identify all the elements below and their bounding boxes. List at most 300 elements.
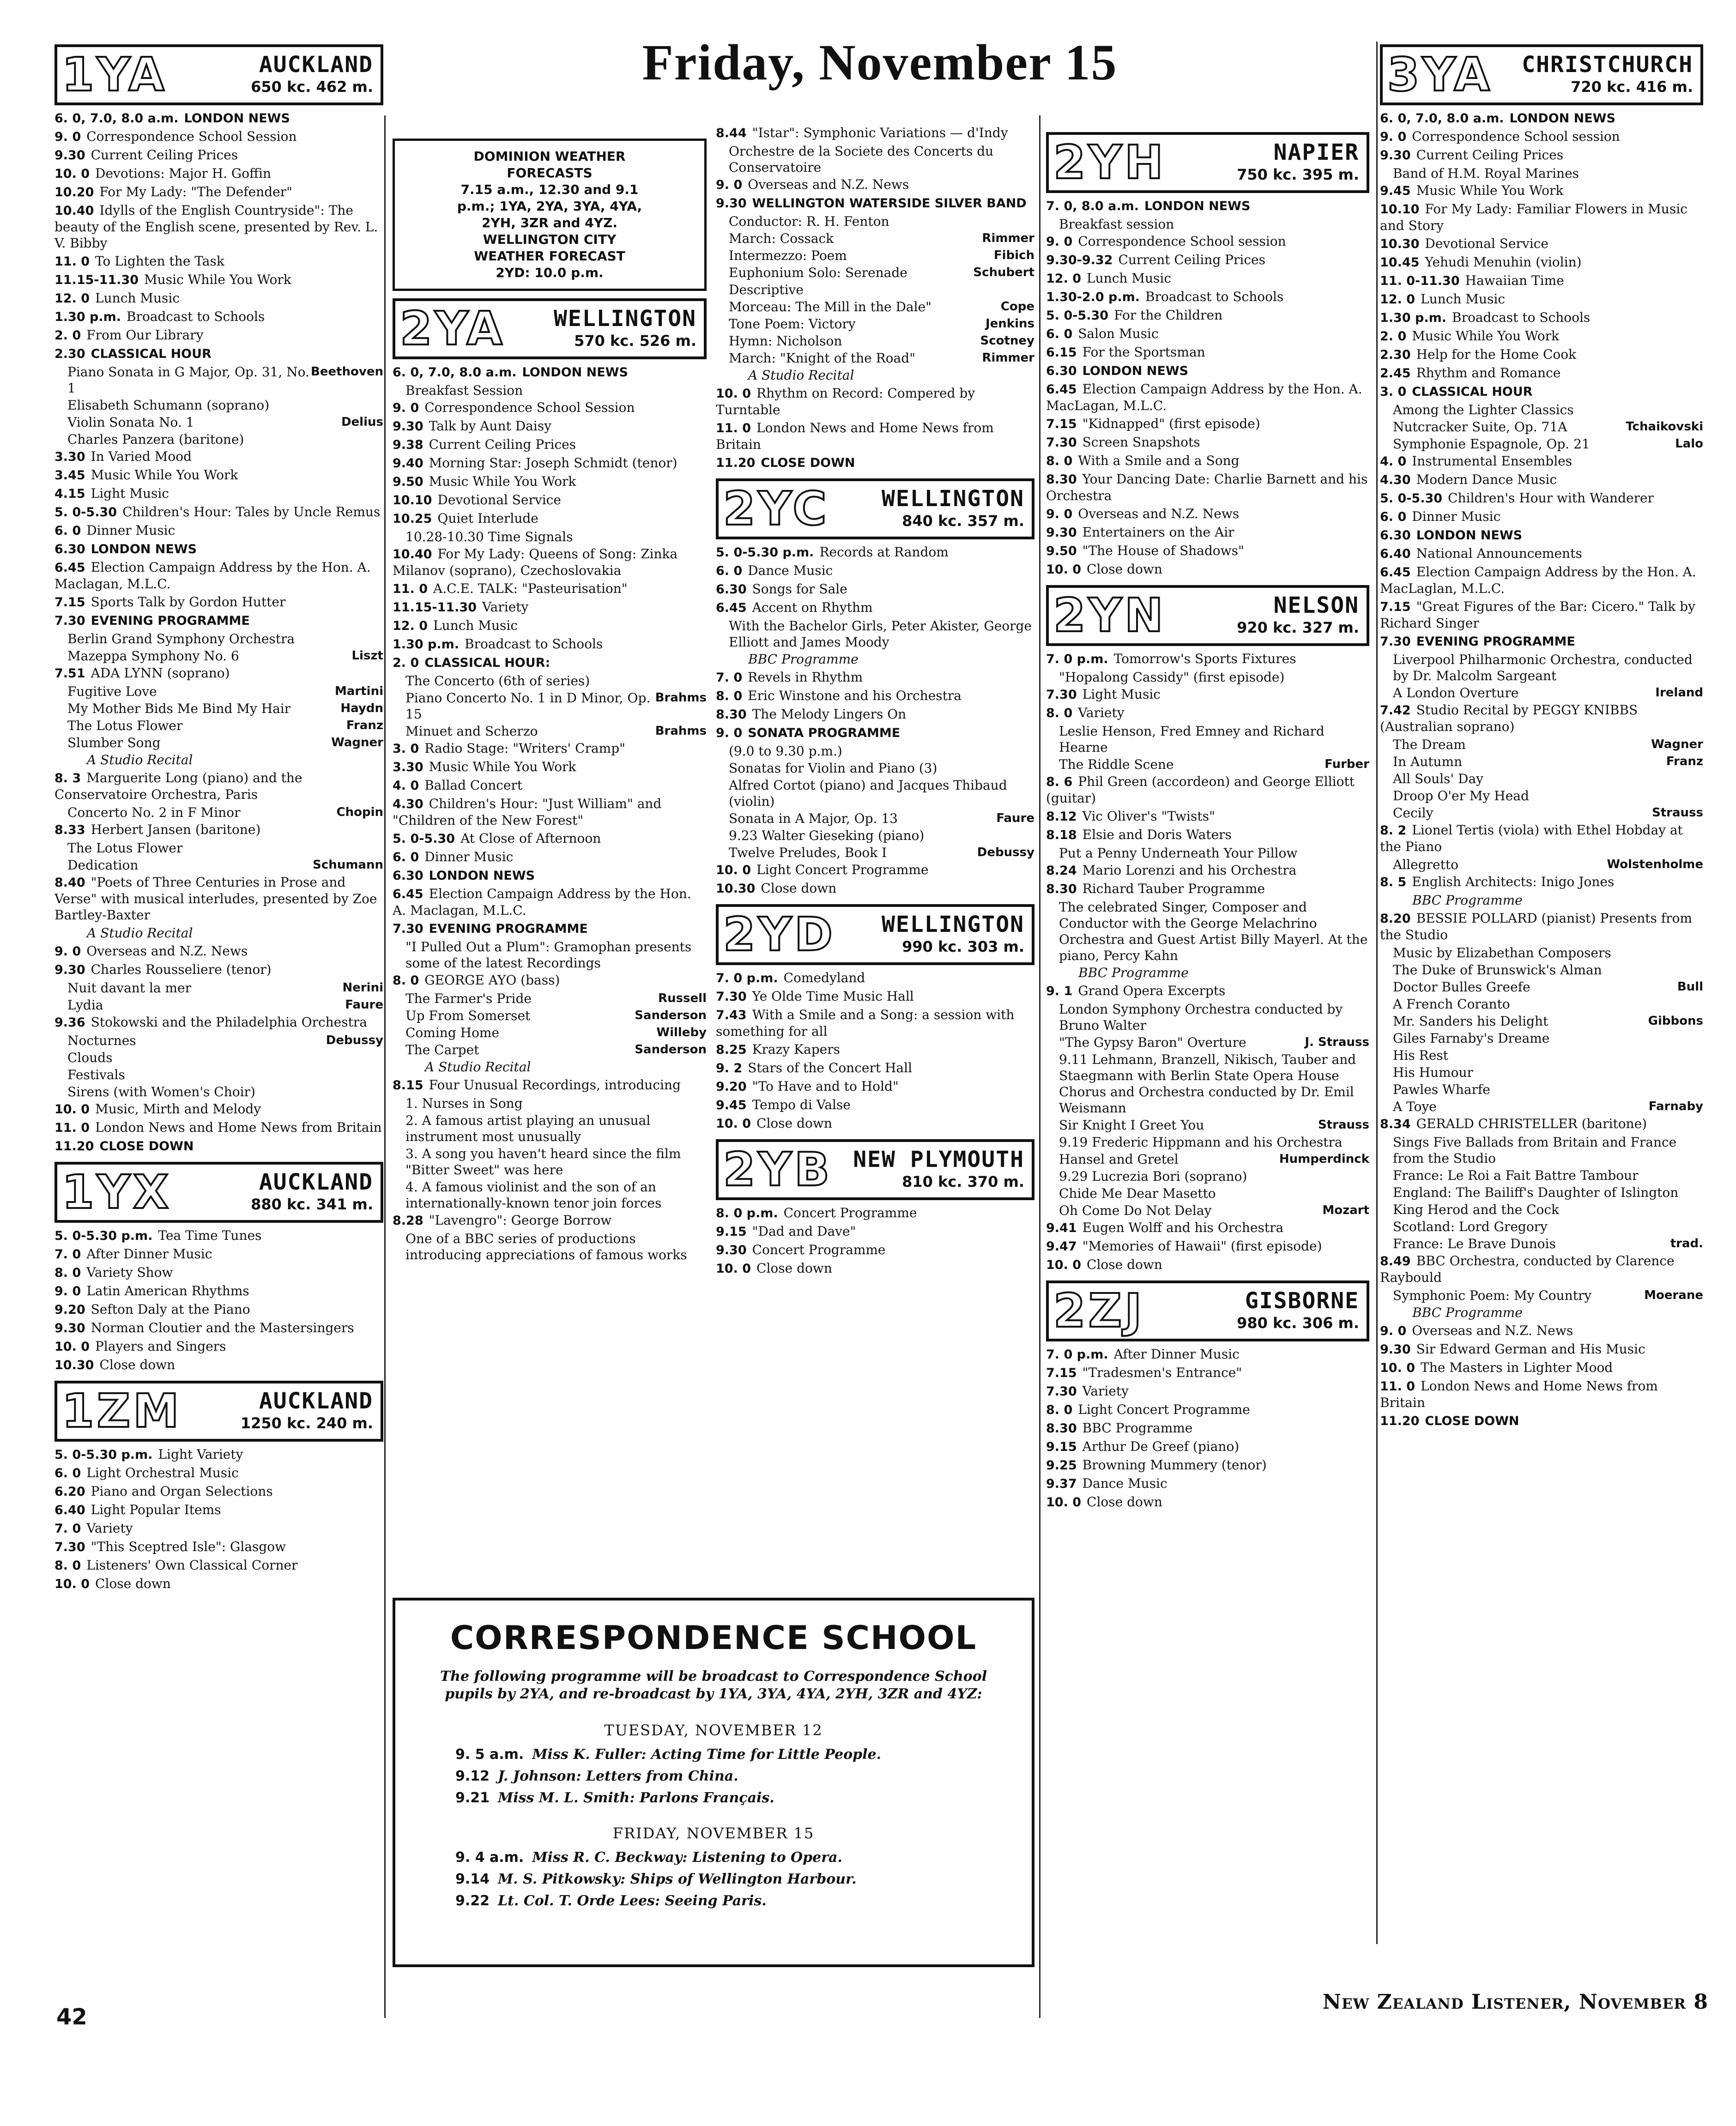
programme-note: BBC Programme — [1078, 965, 1189, 980]
composer-name: Wolstenholme — [1607, 858, 1703, 871]
page-number: 42 — [56, 2004, 87, 2030]
programme-time: 10. 0 — [1046, 1258, 1082, 1272]
programme-detail — [729, 248, 1034, 264]
programme-item — [1046, 1438, 1369, 1455]
column-3 — [716, 125, 1034, 1279]
programme-time: 6.45 — [1046, 382, 1077, 397]
programme-time: 9. 0 — [716, 726, 743, 740]
correspondence-lesson: M. S. Pitkowsky: Ships of Wellington Harbour. — [498, 1871, 857, 1887]
programme-title: "Memories of Hawaii" (first episode) — [1082, 1238, 1322, 1254]
programme-title: Correspondence School Session — [424, 400, 635, 415]
programme-time: 10. 0 — [1380, 1361, 1415, 1375]
correspondence-intro: The following programme will be broadcast to Correspondence School pupils by 2YA, and re-broadcast by 1YA, 3YA, 4YA, 2YH, 3ZR and 4YZ: — [440, 1668, 987, 1702]
programme-title: Krazy Kapers — [752, 1042, 840, 1057]
programme-time: 6. 0, 7.0, 8.0 a.m. — [54, 111, 179, 126]
programme-title: Music While You Work — [144, 272, 291, 287]
programme-title: Dinner Music — [424, 849, 514, 864]
programme-item — [1380, 254, 1703, 271]
composer-name: Debussy — [326, 1033, 383, 1047]
programme-item — [716, 880, 1034, 897]
composer-name: Strauss — [1318, 1118, 1369, 1132]
work-title: Morceau: The Mill in the Dale" — [729, 299, 932, 314]
programme-time: 9.30 — [393, 419, 423, 434]
programme-time: 2.30 — [1380, 348, 1411, 362]
programme-time: 7.51 — [54, 666, 85, 681]
weather-line: WEATHER FORECAST — [474, 248, 625, 264]
column-rule — [1039, 115, 1040, 2018]
programme-title: Children's Hour with Wanderer — [1448, 490, 1654, 506]
correspondence-lesson: Lt. Col. T. Orde Lees: Seeing Paris. — [498, 1893, 767, 1909]
composer-name: Ireland — [1655, 686, 1703, 700]
programme-item — [1380, 822, 1703, 855]
programme-item — [1046, 1220, 1369, 1236]
programme-time: 9.30 — [54, 148, 85, 163]
work-title: Lydia — [67, 997, 103, 1013]
programme-detail: 1. Nurses in Song — [405, 1096, 523, 1111]
programme-item — [54, 874, 383, 923]
programme-item — [1046, 686, 1369, 703]
programme-title: London News and Home News from Britain — [95, 1120, 382, 1135]
programme-time: 10. 0 — [54, 1577, 90, 1591]
programme-title: Music While You Work — [1416, 183, 1564, 198]
programme-time: 9.30 — [716, 1243, 747, 1257]
programme-item — [393, 796, 707, 828]
programme-item — [54, 522, 383, 539]
programme-time: 2. 0 — [393, 656, 419, 670]
programme-item — [54, 272, 383, 288]
programme-item — [1380, 874, 1703, 890]
work-title: Violin Sonata No. 1 — [67, 415, 194, 430]
programme-time: 11. 0 — [1380, 1379, 1415, 1394]
station-city: NAPIER — [1273, 139, 1359, 165]
programme-time: 6.45 — [716, 601, 747, 615]
programme-time: 7.30 — [54, 614, 85, 628]
composer-name: Nerini — [342, 981, 383, 995]
programme-time: 9.30 — [1046, 525, 1077, 540]
programme-item — [54, 1338, 383, 1355]
correspondence-day: FRIDAY, NOVEMBER 15 — [612, 1824, 815, 1842]
programme-title: Tempo di Valse — [752, 1097, 851, 1112]
work-title: The Farmer's Pride — [405, 991, 532, 1006]
programme-title: Elsie and Doris Waters — [1082, 827, 1232, 842]
programme-time: 9.30 — [1380, 1342, 1411, 1357]
column-rule — [384, 115, 386, 2018]
work-title: France: Le Brave Dunois — [1393, 1236, 1556, 1251]
programme-detail — [67, 997, 383, 1013]
composer-name: Lalo — [1675, 437, 1703, 451]
work-title: Symphonie Espagnole, Op. 21 — [1393, 436, 1590, 452]
programme-item — [716, 599, 1034, 616]
programme-item — [1046, 416, 1369, 432]
programme-title: Current Ceiling Prices — [91, 147, 238, 163]
programme-detail: France: Le Roi a Fait Battre Tambour — [1393, 1168, 1639, 1183]
programme-time: 11.15-11.30 — [393, 600, 477, 615]
programme-time: 6.30 — [54, 542, 85, 556]
correspondence-time: 9.12 — [455, 1768, 490, 1784]
programme-time: 8.33 — [54, 823, 85, 837]
programme-time: 6. 0 — [716, 564, 743, 578]
programme-time: 11.15-11.30 — [54, 273, 139, 287]
programme-detail: (9.0 to 9.30 p.m.) — [729, 743, 842, 759]
programme-item — [716, 1242, 1034, 1258]
station-frequency: 840 kc. 357 m. — [902, 512, 1024, 530]
programme-time: 7.30 — [54, 1540, 85, 1554]
programme-time: 7.30 — [1046, 435, 1077, 450]
weather-line: 7.15 a.m., 12.30 and 9.1 — [460, 182, 639, 197]
programme-item — [716, 1260, 1034, 1277]
programme-item — [54, 1014, 383, 1031]
programme-title: Devotional Service — [1425, 236, 1548, 251]
programme-time: 9.40 — [393, 456, 423, 471]
programme-time: 10.10 — [393, 493, 432, 507]
programme-detail — [729, 316, 1034, 332]
programme-time: 9.47 — [1046, 1239, 1077, 1254]
programme-title: Close down — [99, 1357, 175, 1372]
programme-title: BBC Orchestra, conducted by Clarence Raybould — [1380, 1253, 1675, 1285]
programme-detail — [405, 1008, 707, 1024]
programme-title: EVENING PROGRAMME — [91, 614, 250, 628]
work-title: Hansel and Gretel — [1059, 1152, 1179, 1167]
programme-time: 9. 0 — [1380, 1324, 1407, 1338]
programme-title: Lunch Music — [1421, 291, 1506, 307]
programme-item — [54, 612, 383, 629]
station-call-sign: 2YD — [723, 907, 835, 961]
programme-title: Variety — [86, 1521, 133, 1536]
programme-detail: Orchestre de la Societe des Concerts du Conservatoire — [729, 144, 994, 175]
composer-name: Brahms — [655, 691, 707, 705]
programme-time: 8. 0 — [54, 1558, 81, 1573]
station-frequency: 1250 kc. 240 m. — [240, 1414, 373, 1432]
programme-title: Election Campaign Address by the Hon. A. Maclagan, M.L.C. — [54, 560, 371, 592]
station-3ya — [1380, 44, 1703, 1429]
programme-item — [716, 669, 1034, 686]
programme-item — [1380, 272, 1703, 289]
programme-time: 10. 0 — [54, 1102, 90, 1117]
work-title: "The Gypsy Baron" Overture — [1059, 1035, 1246, 1050]
programme-detail: Breakfast Session — [405, 383, 523, 398]
work-title: March: "Knight of the Road" — [729, 350, 916, 366]
programme-title: Listeners' Own Classical Corner — [86, 1558, 298, 1573]
composer-name: Strauss — [1652, 806, 1703, 820]
programme-detail — [67, 718, 383, 734]
programme-time: 2.30 — [54, 347, 85, 361]
programme-title: Grand Opera Excerpts — [1078, 983, 1226, 998]
programme-title: LONDON NEWS — [91, 542, 197, 556]
programme-time: 6. 0 — [54, 1466, 81, 1480]
programme-item — [1046, 233, 1369, 250]
programme-item — [1380, 383, 1703, 400]
composer-name: Faure — [345, 998, 383, 1012]
programme-time: 6. 0 — [1380, 510, 1407, 524]
programme-note: A Studio Recital — [87, 752, 193, 767]
programme-detail — [67, 980, 383, 996]
programme-time: 1.30 p.m. — [54, 310, 121, 324]
composer-name: Bull — [1677, 980, 1703, 994]
programme-title: "Kidnapped" (first episode) — [1082, 416, 1260, 431]
programme-item — [1380, 147, 1703, 163]
programme-item — [393, 473, 707, 490]
programme-detail — [67, 648, 383, 664]
station-frequency: 880 kc. 341 m. — [251, 1196, 373, 1213]
programme-time: 7.30 — [393, 922, 423, 936]
programme-detail: Droop O'er My Head — [1393, 788, 1529, 803]
programme-title: "Istar": Symphonic Variations — d'Indy — [752, 125, 1008, 140]
programme-detail — [67, 701, 383, 717]
programme-item — [1046, 434, 1369, 451]
station-2yb — [716, 1139, 1034, 1277]
programme-item — [716, 1097, 1034, 1113]
programme-detail — [405, 1042, 707, 1058]
programme-detail: "Hopalong Cassidy" (first episode) — [1059, 670, 1285, 685]
weather-line: p.m.; 1YA, 2YA, 3YA, 4YA, — [457, 199, 642, 214]
programme-time: 12. 0 — [54, 291, 90, 306]
programme-title: In Varied Mood — [91, 449, 192, 464]
programme-title: "To Have and to Hold" — [752, 1079, 899, 1094]
programme-item — [1380, 110, 1703, 127]
programme-detail — [1393, 436, 1703, 452]
programme-time: 8. 0 — [1046, 706, 1073, 720]
programme-time: 7. 0 — [716, 670, 743, 685]
programme-title: Stars of the Concert Hall — [748, 1060, 913, 1075]
programme-time: 11. 0 — [716, 421, 751, 435]
programme-time: 7.15 — [54, 595, 85, 610]
programme-item — [716, 688, 1034, 704]
programme-time: 8. 0 p.m. — [716, 1206, 778, 1220]
composer-name: Franz — [346, 719, 383, 732]
programme-item — [393, 972, 707, 989]
programme-detail: 3. A song you haven't heard since the film "Bitter Sweet" was here — [405, 1146, 681, 1178]
programme-detail — [729, 810, 1034, 827]
programme-title: Concert Programme — [783, 1205, 917, 1220]
programme-title: Light Popular Items — [91, 1502, 221, 1517]
work-title: In Autumn — [1393, 754, 1463, 769]
programme-time: 7. 0 — [54, 1247, 81, 1262]
programme-detail: Descriptive — [729, 282, 804, 297]
programme-time: 11.20 — [54, 1139, 94, 1154]
programme-title: Sefton Daly at the Piano — [91, 1302, 250, 1317]
work-title: Nuit davant la mer — [67, 980, 192, 996]
programme-detail — [1393, 1287, 1703, 1304]
programme-title: GERALD CHRISTELLER (baritone) — [1416, 1116, 1647, 1131]
programme-detail — [67, 683, 383, 700]
correspondence-lesson: Miss M. L. Smith: Parlons Français. — [498, 1790, 774, 1806]
work-title: Piano Sonata in G Major, Op. 31, No. 1 — [67, 364, 309, 396]
composer-name: Fibich — [993, 248, 1034, 262]
programme-time: 8. 0 — [716, 689, 743, 703]
programme-title: Variety Show — [86, 1265, 173, 1280]
programme-time: 7. 0 — [54, 1522, 81, 1536]
composer-name: Furber — [1325, 757, 1369, 771]
programme-item — [1380, 328, 1703, 344]
programme-time: 10. 0 — [54, 1340, 90, 1354]
programme-title: Revels in Rhythm — [748, 670, 863, 685]
programme-time: 5. 0-5.30 — [1380, 491, 1443, 506]
programme-item — [1380, 545, 1703, 562]
programme-title: CLASSICAL HOUR — [91, 347, 212, 361]
station-call-sign: 3YA — [1387, 48, 1493, 102]
programme-item — [54, 943, 383, 960]
programme-title: CLOSE DOWN — [99, 1139, 194, 1154]
programme-title: After Dinner Music — [86, 1246, 212, 1262]
programme-title: Marguerite Long (piano) and the Conservatoire Orchestra, Paris — [54, 770, 302, 802]
programme-time: 8.30 — [1046, 882, 1077, 896]
programme-detail — [405, 690, 707, 722]
programme-item — [393, 580, 707, 597]
programme-detail — [729, 265, 1034, 281]
programme-title: With a Smile and a Song: a session with something for all — [716, 1007, 1015, 1039]
programme-item — [393, 920, 707, 937]
programme-time: 4. 0 — [393, 779, 419, 793]
programme-time: 9.45 — [1380, 184, 1411, 198]
programme-item — [393, 849, 707, 865]
programme-title: Overseas and N.Z. News — [86, 943, 248, 959]
programme-title: Radio Stage: "Writers' Cramp" — [424, 741, 626, 756]
work-title: Nutcracker Suite, Op. 71A — [1393, 419, 1567, 435]
programme-time: 10. 0 — [716, 863, 751, 877]
programme-item — [716, 862, 1034, 878]
programme-title: EVENING PROGRAMME — [429, 922, 588, 936]
column-1 — [54, 37, 383, 1594]
station-city: NEW PLYMOUTH — [853, 1147, 1024, 1172]
programme-title: English Architects: Inigo Jones — [1412, 874, 1615, 889]
programme-item — [393, 777, 707, 794]
programme-time: 11. 0-11.30 — [1380, 274, 1460, 288]
programme-time: 10. 0 — [54, 167, 90, 181]
work-title: Tone Poem: Victory — [729, 316, 856, 332]
work-title: Up From Somerset — [405, 1008, 531, 1023]
programme-item — [54, 165, 383, 182]
programme-item — [1046, 1383, 1369, 1400]
programme-title: Music, Mirth and Melody — [95, 1101, 261, 1117]
programme-time: 10. 0 — [716, 387, 751, 401]
programme-item — [1046, 471, 1369, 504]
composer-name: Jenkins — [985, 317, 1034, 331]
programme-item — [54, 128, 383, 145]
composer-name: Beethoven — [311, 365, 383, 379]
programme-time: 10.40 — [393, 547, 432, 562]
correspondence-row — [455, 1849, 1032, 1866]
programme-detail: London Symphony Orchestra conducted by Bruno Walter — [1059, 1002, 1343, 1033]
composer-name: Wagner — [1651, 737, 1703, 751]
station-1ya — [54, 44, 383, 1154]
composer-name: Wagner — [331, 736, 383, 749]
composer-name: Rimmer — [982, 351, 1034, 365]
work-title: Minuet and Scherzo — [405, 724, 538, 739]
programme-time: 3. 0 — [393, 742, 419, 756]
column-2 — [393, 139, 707, 1264]
programme-item — [1046, 453, 1369, 469]
programme-detail: Scotland: Lord Gregory — [1393, 1219, 1548, 1234]
programme-time: 6.20 — [54, 1485, 85, 1499]
programme-time: 9. 0 — [1380, 130, 1407, 144]
composer-name: Mozart — [1322, 1203, 1369, 1217]
station-frequency: 750 kc. 395 m. — [1237, 166, 1359, 183]
programme-title: Lunch Music — [433, 618, 518, 633]
work-title: Piano Concerto No. 1 in D Minor, Op. 15 — [405, 690, 651, 722]
composer-name: Sanderson — [635, 1043, 707, 1057]
programme-detail: Giles Farnaby's Dreame — [1393, 1031, 1550, 1046]
programme-title: Modern Dance Music — [1416, 472, 1557, 487]
programme-title: Close down — [1087, 1257, 1162, 1272]
programme-time: 1.30 p.m. — [1380, 311, 1446, 325]
programme-detail: Sonatas for Violin and Piano (3) — [729, 761, 938, 776]
programme-item — [1046, 1256, 1369, 1273]
programme-title: Correspondence School session — [1412, 129, 1620, 144]
work-title: Sonata in A Major, Op. 13 — [729, 811, 898, 826]
station-call-sign: 2ZJ — [1053, 1284, 1145, 1338]
programme-item — [54, 1283, 383, 1299]
station-city: AUCKLAND — [259, 1388, 373, 1414]
work-title: Allegretto — [1393, 857, 1458, 872]
composer-name: Delius — [341, 415, 383, 429]
programme-note: BBC Programme — [748, 652, 859, 667]
programme-time: 11. 0 — [54, 254, 90, 269]
programme-title: Talk by Aunt Daisy — [429, 418, 552, 434]
programme-detail: King Herod and the Cock — [1393, 1202, 1560, 1217]
station-2yd — [716, 904, 1034, 1132]
station-2yn — [1046, 585, 1369, 1273]
station-city: NELSON — [1273, 592, 1359, 618]
programme-time: 9. 1 — [1046, 984, 1073, 998]
programme-title: LONDON NEWS — [1416, 528, 1523, 543]
programme-item — [1046, 808, 1369, 825]
programme-item — [54, 253, 383, 270]
programme-detail — [1059, 1151, 1369, 1167]
programme-time: 11. 0 — [393, 582, 428, 596]
programme-title: Latin American Rhythms — [86, 1283, 249, 1299]
programme-time: 8.15 — [393, 1078, 423, 1093]
programme-title: CLASSICAL HOUR — [1412, 385, 1533, 399]
programme-detail — [67, 735, 383, 751]
correspondence-lesson: Miss K. Fuller: Acting Time for Little People. — [532, 1746, 881, 1763]
programme-item — [54, 1539, 383, 1555]
programme-title: Close down — [1087, 562, 1162, 577]
station-header — [54, 1162, 383, 1223]
programme-title: Dinner Music — [86, 523, 175, 538]
programme-detail: 9.23 Walter Gieseking (piano) — [729, 828, 925, 843]
programme-title: CLASSICAL HOUR: — [424, 656, 550, 670]
work-title: Doctor Bulles Greefe — [1393, 979, 1530, 995]
programme-detail — [1393, 857, 1703, 873]
programme-item — [393, 399, 707, 416]
programme-time: 7. 0 p.m. — [1046, 652, 1108, 666]
station-header — [1046, 585, 1369, 646]
programme-time: 7.30 — [1380, 634, 1411, 649]
programme-title: Arthur De Greef (piano) — [1082, 1439, 1240, 1454]
programme-item — [1380, 201, 1703, 234]
programme-item — [54, 821, 383, 838]
programme-title: London News and Home News from Britain — [1380, 1378, 1658, 1410]
composer-name: Schubert — [973, 266, 1034, 279]
work-title: Oh Come Do Not Delay — [1059, 1203, 1212, 1218]
programme-item — [393, 759, 707, 775]
programme-time: 6. 0 — [54, 524, 81, 538]
programme-detail: Breakfast session — [1059, 217, 1174, 232]
programme-title: Close down — [761, 881, 837, 896]
programme-item — [1046, 561, 1369, 578]
programme-detail: Chide Me Dear Masetto — [1059, 1186, 1216, 1201]
programme-item — [54, 559, 383, 592]
programme-time: 8.40 — [54, 876, 85, 890]
station-call-sign: 1ZM — [62, 1384, 182, 1438]
programme-item — [1380, 1116, 1703, 1132]
programme-time: 8.25 — [716, 1043, 747, 1057]
programme-title: Concert Programme — [752, 1242, 886, 1257]
programme-title: Norman Cloutier and the Mastersingers — [91, 1320, 354, 1335]
station-header — [54, 44, 383, 105]
programme-title: Vic Oliver's "Twists" — [1082, 809, 1215, 824]
programme-title: Correspondence School Session — [86, 129, 297, 144]
